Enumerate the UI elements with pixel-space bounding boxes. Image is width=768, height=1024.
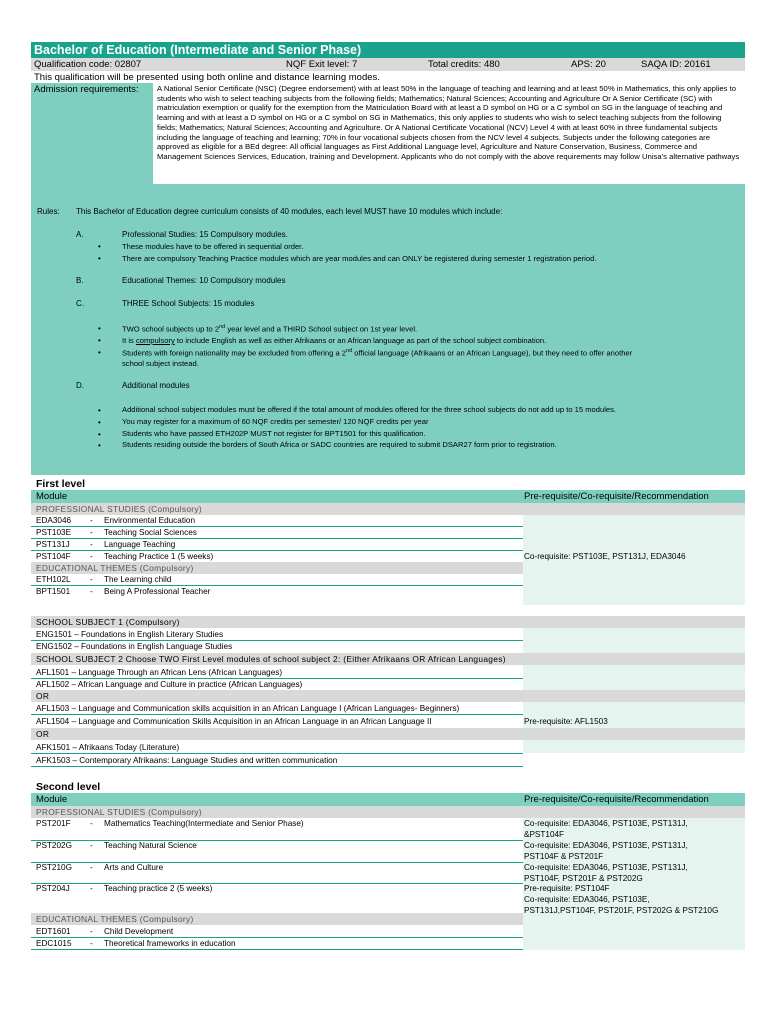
table-row: EDC1015 - Theoretical frameworks in education [36, 939, 236, 948]
saqa-id: SAQA ID: 20161 [641, 59, 711, 70]
school-subject-2-header: SCHOOL SUBJECT 2 Choose TWO First Level modules of school subject 2: (Either Afrikaans OR African Languages) [31, 653, 745, 665]
rule-a-title: Professional Studies: 15 Compulsory modules. [122, 230, 288, 239]
rules-intro: This Bachelor of Education degree curriculum consists of 40 modules, each level MUST have 10 modules which include: [76, 207, 503, 216]
bullet-icon: • [98, 441, 101, 450]
row-divider [31, 766, 523, 767]
bullet-icon: • [98, 242, 101, 251]
or-divider-row: OR [31, 728, 745, 740]
table-row: PST202G - Teaching Natural Science [36, 841, 197, 850]
table-row: ETH102L - The Learning child [36, 575, 172, 584]
table-row: EDT1601 - Child Development [36, 927, 174, 936]
qualification-code: Qualification code: 02807 [34, 59, 142, 70]
rule-c-bullet-3-cont: school subject instead. [122, 359, 199, 368]
rules-label: Rules: [37, 207, 60, 216]
admission-requirements: A National Senior Certificate (NSC) (Degree endorsement) with at least 50% in the language of teaching and learning and at least 50% in Mathematics, this only applies to students who wish to select teaching subjects from the following fields; Mathematics; Natural Sciences; Accounting and Agriculture Or A Senior Certificate (SC) with matriculation exemption or qualify for the exemption from the Matriculation Board with at least a D symbol on HG or a C symbol on SG in the language of teaching and learning and with at least a D symbol on HG or a C symbol on SG in Mathematics, this only applies to students who wish to select teaching subjects from the following fields; Mathematics; Natural Sciences; Accounting and Agriculture. Or A National Certificate Vocational (NCV) Level 4 with at least 60% in three fundamental subjects including the language of teaching and learning; 70% in four vocational subjects chosen from the NCV level 4 subjects. Subjects under the following categories are approved as eligible for a BEd degree: All official languages as First Additional Language level, Agriculture and Nature Conservation, Business, Commerce and Management Sciences Services, Education, training and Development. Applicants who do not comply with the above requirements may follow Unisa's alternative pathways [157, 84, 740, 161]
table-row: ENG1501 – Foundations in English Literary Studies [36, 630, 224, 639]
prerequisite-text: Co-requisite: EDA3046, PST103E, PST131J, &PST104F [524, 819, 688, 839]
table-row: AFK1501 – Afrikaans Today (Literature) [36, 743, 180, 752]
table-row: PST103E - Teaching Social Sciences [36, 528, 197, 537]
table-row: PST104F - Teaching Practice 1 (5 weeks) [36, 552, 214, 561]
qualification-info-row [31, 58, 745, 71]
first-level-heading: First level [36, 478, 86, 490]
rule-d-bullet-3: Students who have passed ETH202P MUST not register for BPT1501 for this qualification. [122, 429, 426, 438]
table-row: PST210G - Arts and Culture [36, 863, 164, 872]
presentation-note: This qualification will be presented using both online and distance learning modes. [34, 72, 380, 83]
table-row: AFK1503 – Contemporary Afrikaans: Language Studies and written communication [36, 756, 338, 765]
rule-d-bullet-1: Additional school subject modules must be offered if the total amount of modules offered for the three school subjects do not add up to 15 modules. [122, 405, 617, 414]
row-divider [31, 714, 523, 715]
bullet-icon: • [98, 254, 101, 263]
prerequisite-text: Pre-requisite: PST104F Co-requisite: EDA3046, PST103E, PST131J,PST104F, PST201F, PST202G & PST210G [524, 884, 719, 915]
rule-d-bullet-2: You may register for a maximum of 60 NQF credits per semester/ 120 NQF credits per year [122, 417, 429, 426]
rule-d-letter: D. [76, 381, 84, 390]
table-row: PST204J - Teaching practice 2 (5 weeks) [36, 884, 213, 893]
table-row: AFL1502 – African Language and Culture in practice (African Languages) [36, 680, 303, 689]
row-divider [31, 753, 523, 754]
rule-c-bullet-2: It is compulsory to include English as well as either Afrikaans or an African language as part of the school subject combination. [122, 336, 547, 345]
module-column-header: Module [36, 491, 68, 502]
prerequisite-text: Co-requisite: EDA3046, PST103E, PST131J, PST104F & PST201F [524, 841, 688, 861]
rule-a-letter: A. [76, 230, 84, 239]
rule-a-bullet-1: These modules have to be offered in sequential order. [122, 242, 304, 251]
page-title: Bachelor of Education (Intermediate and Senior Phase) [31, 42, 745, 58]
rule-d-bullet-4: Students residing outside the borders of South Africa or SADC countries are required to submit DSAR27 form prior to registration. [122, 440, 557, 449]
bullet-icon: • [98, 418, 101, 427]
module-column-header: Module [36, 794, 68, 805]
total-credits: Total credits: 480 [428, 59, 500, 70]
admission-label: Admission requirements: [34, 84, 139, 95]
second-level-table-header [31, 793, 745, 806]
educational-themes-header: EDUCATIONAL THEMES (Compulsory) [31, 913, 523, 925]
educational-themes-header: EDUCATIONAL THEMES (Compulsory) [31, 562, 523, 574]
table-row: ENG1502 – Foundations in English Language Studies [36, 642, 233, 651]
nqf-exit-level: NQF Exit level: 7 [286, 59, 358, 70]
table-row: AFL1503 – Language and Communication skills acquisition in an African Language I (African Languages- Beginners) [36, 704, 460, 713]
table-row: PST131J - Language Teaching [36, 540, 176, 549]
or-divider-row: OR [31, 690, 745, 702]
prerequisite-column-header: Pre-requisite/Co-requisite/Recommendation [524, 794, 709, 805]
rule-c-letter: C. [76, 299, 84, 308]
rule-a-bullet-2: There are compulsory Teaching Practice modules which are year modules and can ONLY be registered during semester 1 registration period. [122, 254, 597, 263]
professional-studies-header: PROFESSIONAL STUDIES (Compulsory) [31, 503, 745, 515]
table-row: EDA3046 - Environmental Education [36, 516, 196, 525]
table-row: AFL1501 – Language Through an African Lens (African Languages) [36, 668, 283, 677]
table-row: AFL1504 – Language and Communication Skills Acquisition in an African Language in an African Language II [36, 717, 432, 726]
rule-b-letter: B. [76, 276, 84, 285]
prerequisite-text: Co-requisite: PST103E, PST131J, EDA3046 [524, 552, 686, 561]
prerequisite-column-header: Pre-requisite/Co-requisite/Recommendation [524, 491, 709, 502]
bullet-icon: • [98, 324, 101, 333]
rule-d-title: Additional modules [122, 381, 190, 390]
prerequisite-text: Co-requisite: EDA3046, PST103E, PST131J, PST104F, PST201F & PST202G [524, 863, 688, 883]
bullet-icon: • [98, 336, 101, 345]
bullet-icon: • [98, 430, 101, 439]
professional-studies-header: PROFESSIONAL STUDIES (Compulsory) [31, 806, 745, 818]
bullet-icon: • [98, 348, 101, 357]
second-level-heading: Second level [36, 781, 101, 793]
table-row: PST201F - Mathematics Teaching(Intermediate and Senior Phase) [36, 819, 304, 828]
rule-b-title: Educational Themes: 10 Compulsory modules [122, 276, 286, 285]
school-subject-1-header: SCHOOL SUBJECT 1 (Compulsory) [31, 616, 745, 628]
aps-score: APS: 20 [571, 59, 606, 70]
prerequisite-text: Pre-requisite: AFL1503 [524, 717, 608, 726]
first-level-table-header [31, 490, 745, 503]
rule-c-title: THREE School Subjects: 15 modules [122, 299, 255, 308]
table-row: BPT1501 - Being A Professional Teacher [36, 587, 211, 596]
rule-c-bullet-3: Students with foreign nationality may be excluded from offering a 2nd official language (Afrikaans or an African Language), but they need to offer another [122, 348, 633, 358]
bullet-icon: • [98, 406, 101, 415]
rule-c-bullet-1: TWO school subjects up to 2nd year level and a THIRD School subject on 1st year level. [122, 324, 418, 334]
row-divider [31, 949, 523, 950]
